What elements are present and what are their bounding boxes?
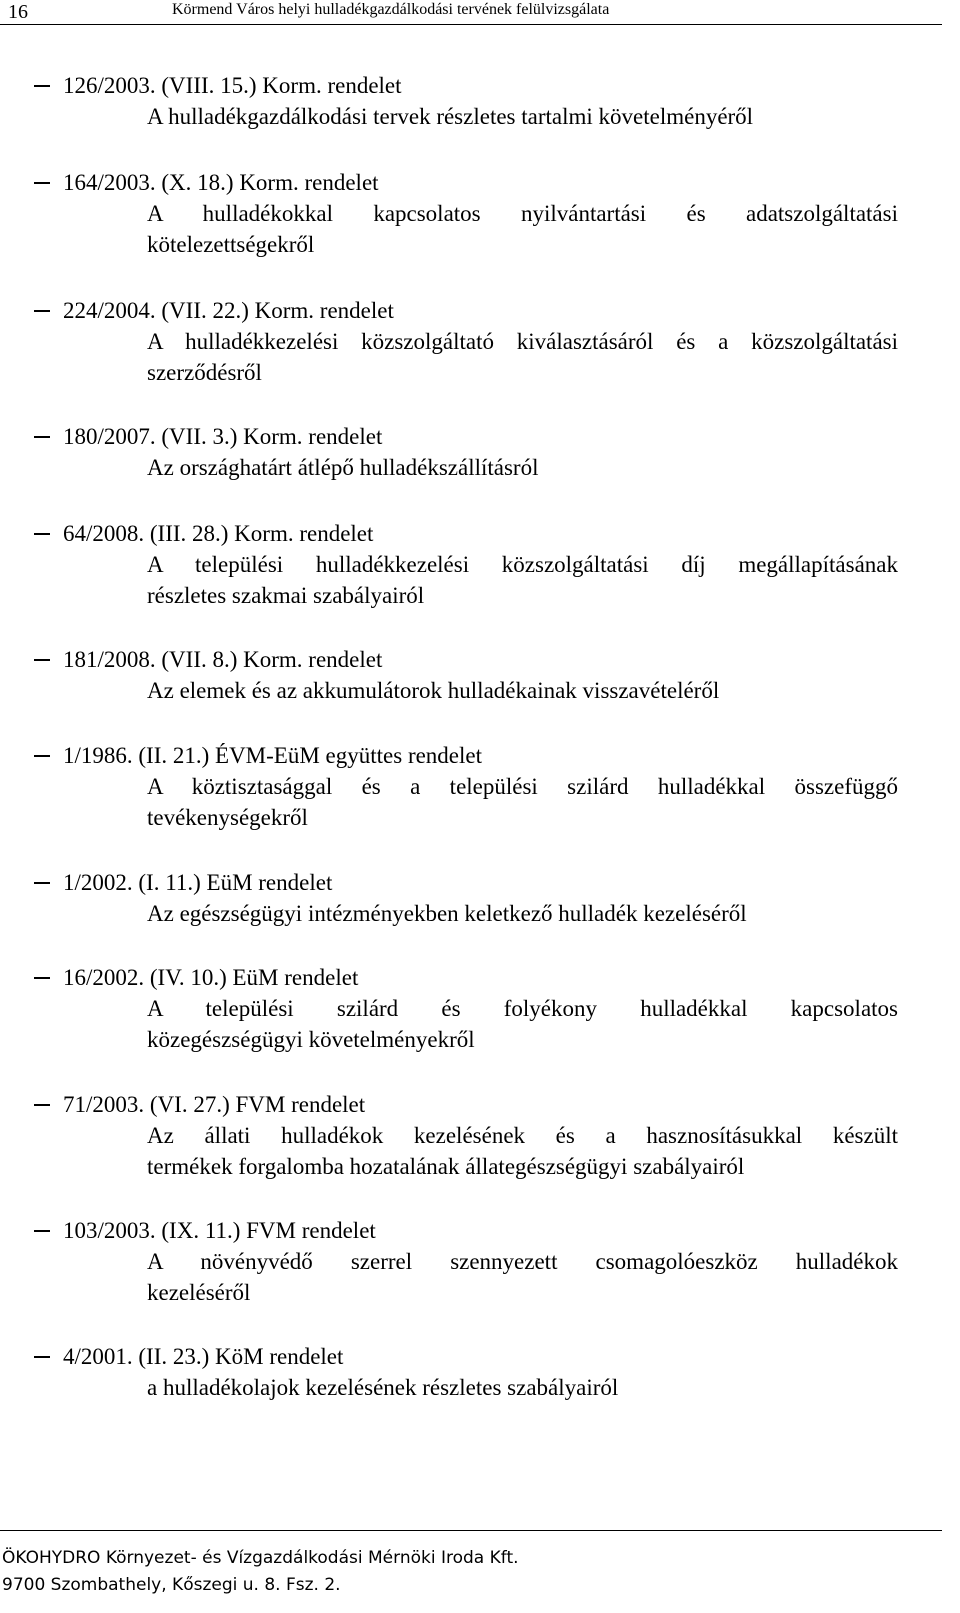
dash-bullet: [34, 182, 50, 184]
regulation-reference: 164/2003. (X. 18.) Korm. rendelet: [63, 170, 379, 195]
regulation-title: A települési hulladékkezelési közszolgáltatási díj megállapításának: [147, 552, 898, 577]
regulation-title: Az egészségügyi intézményekben keletkező hulladék kezeléséről: [147, 901, 747, 926]
regulation-title-continued: szerződésről: [147, 360, 262, 385]
regulation-title: Az állati hulladékok kezelésének és a hasznosításukkal készült: [147, 1123, 898, 1148]
header-divider: [0, 24, 942, 25]
regulation-title: A köztisztasággal és a települési szilárd hulladékkal összefüggő: [147, 774, 898, 799]
dash-bullet: [34, 882, 50, 884]
regulation-reference: 103/2003. (IX. 11.) FVM rendelet: [63, 1218, 376, 1243]
regulation-title-continued: közegészségügyi követelményekről: [147, 1027, 475, 1052]
regulation-title: A hulladékkezelési közszolgáltató kiválasztásáról és a közszolgáltatási: [147, 329, 898, 354]
dash-bullet: [34, 1356, 50, 1358]
regulation-title: Az elemek és az akkumulátorok hulladékainak visszavételéről: [147, 678, 720, 703]
regulation-title-continued: kezeléséről: [147, 1280, 251, 1305]
dash-bullet: [34, 85, 50, 87]
regulation-reference: 16/2002. (IV. 10.) EüM rendelet: [63, 965, 359, 990]
regulation-title: A növényvédő szerrel szennyezett csomagolóeszköz hulladékok: [147, 1249, 898, 1274]
regulation-title-continued: részletes szakmai szabályairól: [147, 583, 425, 608]
regulation-reference: 126/2003. (VIII. 15.) Korm. rendelet: [63, 73, 402, 98]
dash-bullet: [34, 533, 50, 535]
page-header: [0, 0, 942, 26]
regulation-reference: 181/2008. (VII. 8.) Korm. rendelet: [63, 647, 383, 672]
regulation-title-continued: kötelezettségekről: [147, 232, 315, 257]
regulation-title: A hulladékgazdálkodási tervek részletes tartalmi követelményéről: [147, 104, 754, 129]
footer-address: 9700 Szombathely, Kőszegi u. 8. Fsz. 2.: [2, 1575, 341, 1595]
regulation-reference: 180/2007. (VII. 3.) Korm. rendelet: [63, 424, 383, 449]
footer-divider: [0, 1530, 942, 1531]
regulation-reference: 64/2008. (III. 28.) Korm. rendelet: [63, 521, 374, 546]
regulation-reference: 1/1986. (II. 21.) ÉVM-EüM együttes rendelet: [63, 743, 483, 768]
regulation-title: A hulladékokkal kapcsolatos nyilvántartási és adatszolgáltatási: [147, 201, 898, 226]
page-number: 16: [8, 1, 28, 23]
regulation-reference: 4/2001. (II. 23.) KöM rendelet: [63, 1344, 344, 1369]
dash-bullet: [34, 1230, 50, 1232]
footer-company: ÖKOHYDRO Környezet- és Vízgazdálkodási Mérnöki Iroda Kft.: [2, 1548, 519, 1568]
regulation-title: Az országhatárt átlépő hulladékszállításról: [147, 455, 539, 480]
regulation-title: A települési szilárd és folyékony hulladékkal kapcsolatos: [147, 996, 898, 1021]
regulation-reference: 224/2004. (VII. 22.) Korm. rendelet: [63, 298, 394, 323]
regulation-title-continued: termékek forgalomba hozatalának állategészségügyi szabályairól: [147, 1154, 745, 1179]
dash-bullet: [34, 1104, 50, 1106]
dash-bullet: [34, 755, 50, 757]
dash-bullet: [34, 310, 50, 312]
regulation-title-continued: tevékenységekről: [147, 805, 308, 830]
document-title: Körmend Város helyi hulladékgazdálkodási tervének felülvizsgálata: [172, 1, 610, 18]
dash-bullet: [34, 436, 50, 438]
regulation-reference: 1/2002. (I. 11.) EüM rendelet: [63, 870, 333, 895]
dash-bullet: [34, 977, 50, 979]
regulation-reference: 71/2003. (VI. 27.) FVM rendelet: [63, 1092, 366, 1117]
dash-bullet: [34, 659, 50, 661]
regulation-title: a hulladékolajok kezelésének részletes szabályairól: [147, 1375, 619, 1400]
